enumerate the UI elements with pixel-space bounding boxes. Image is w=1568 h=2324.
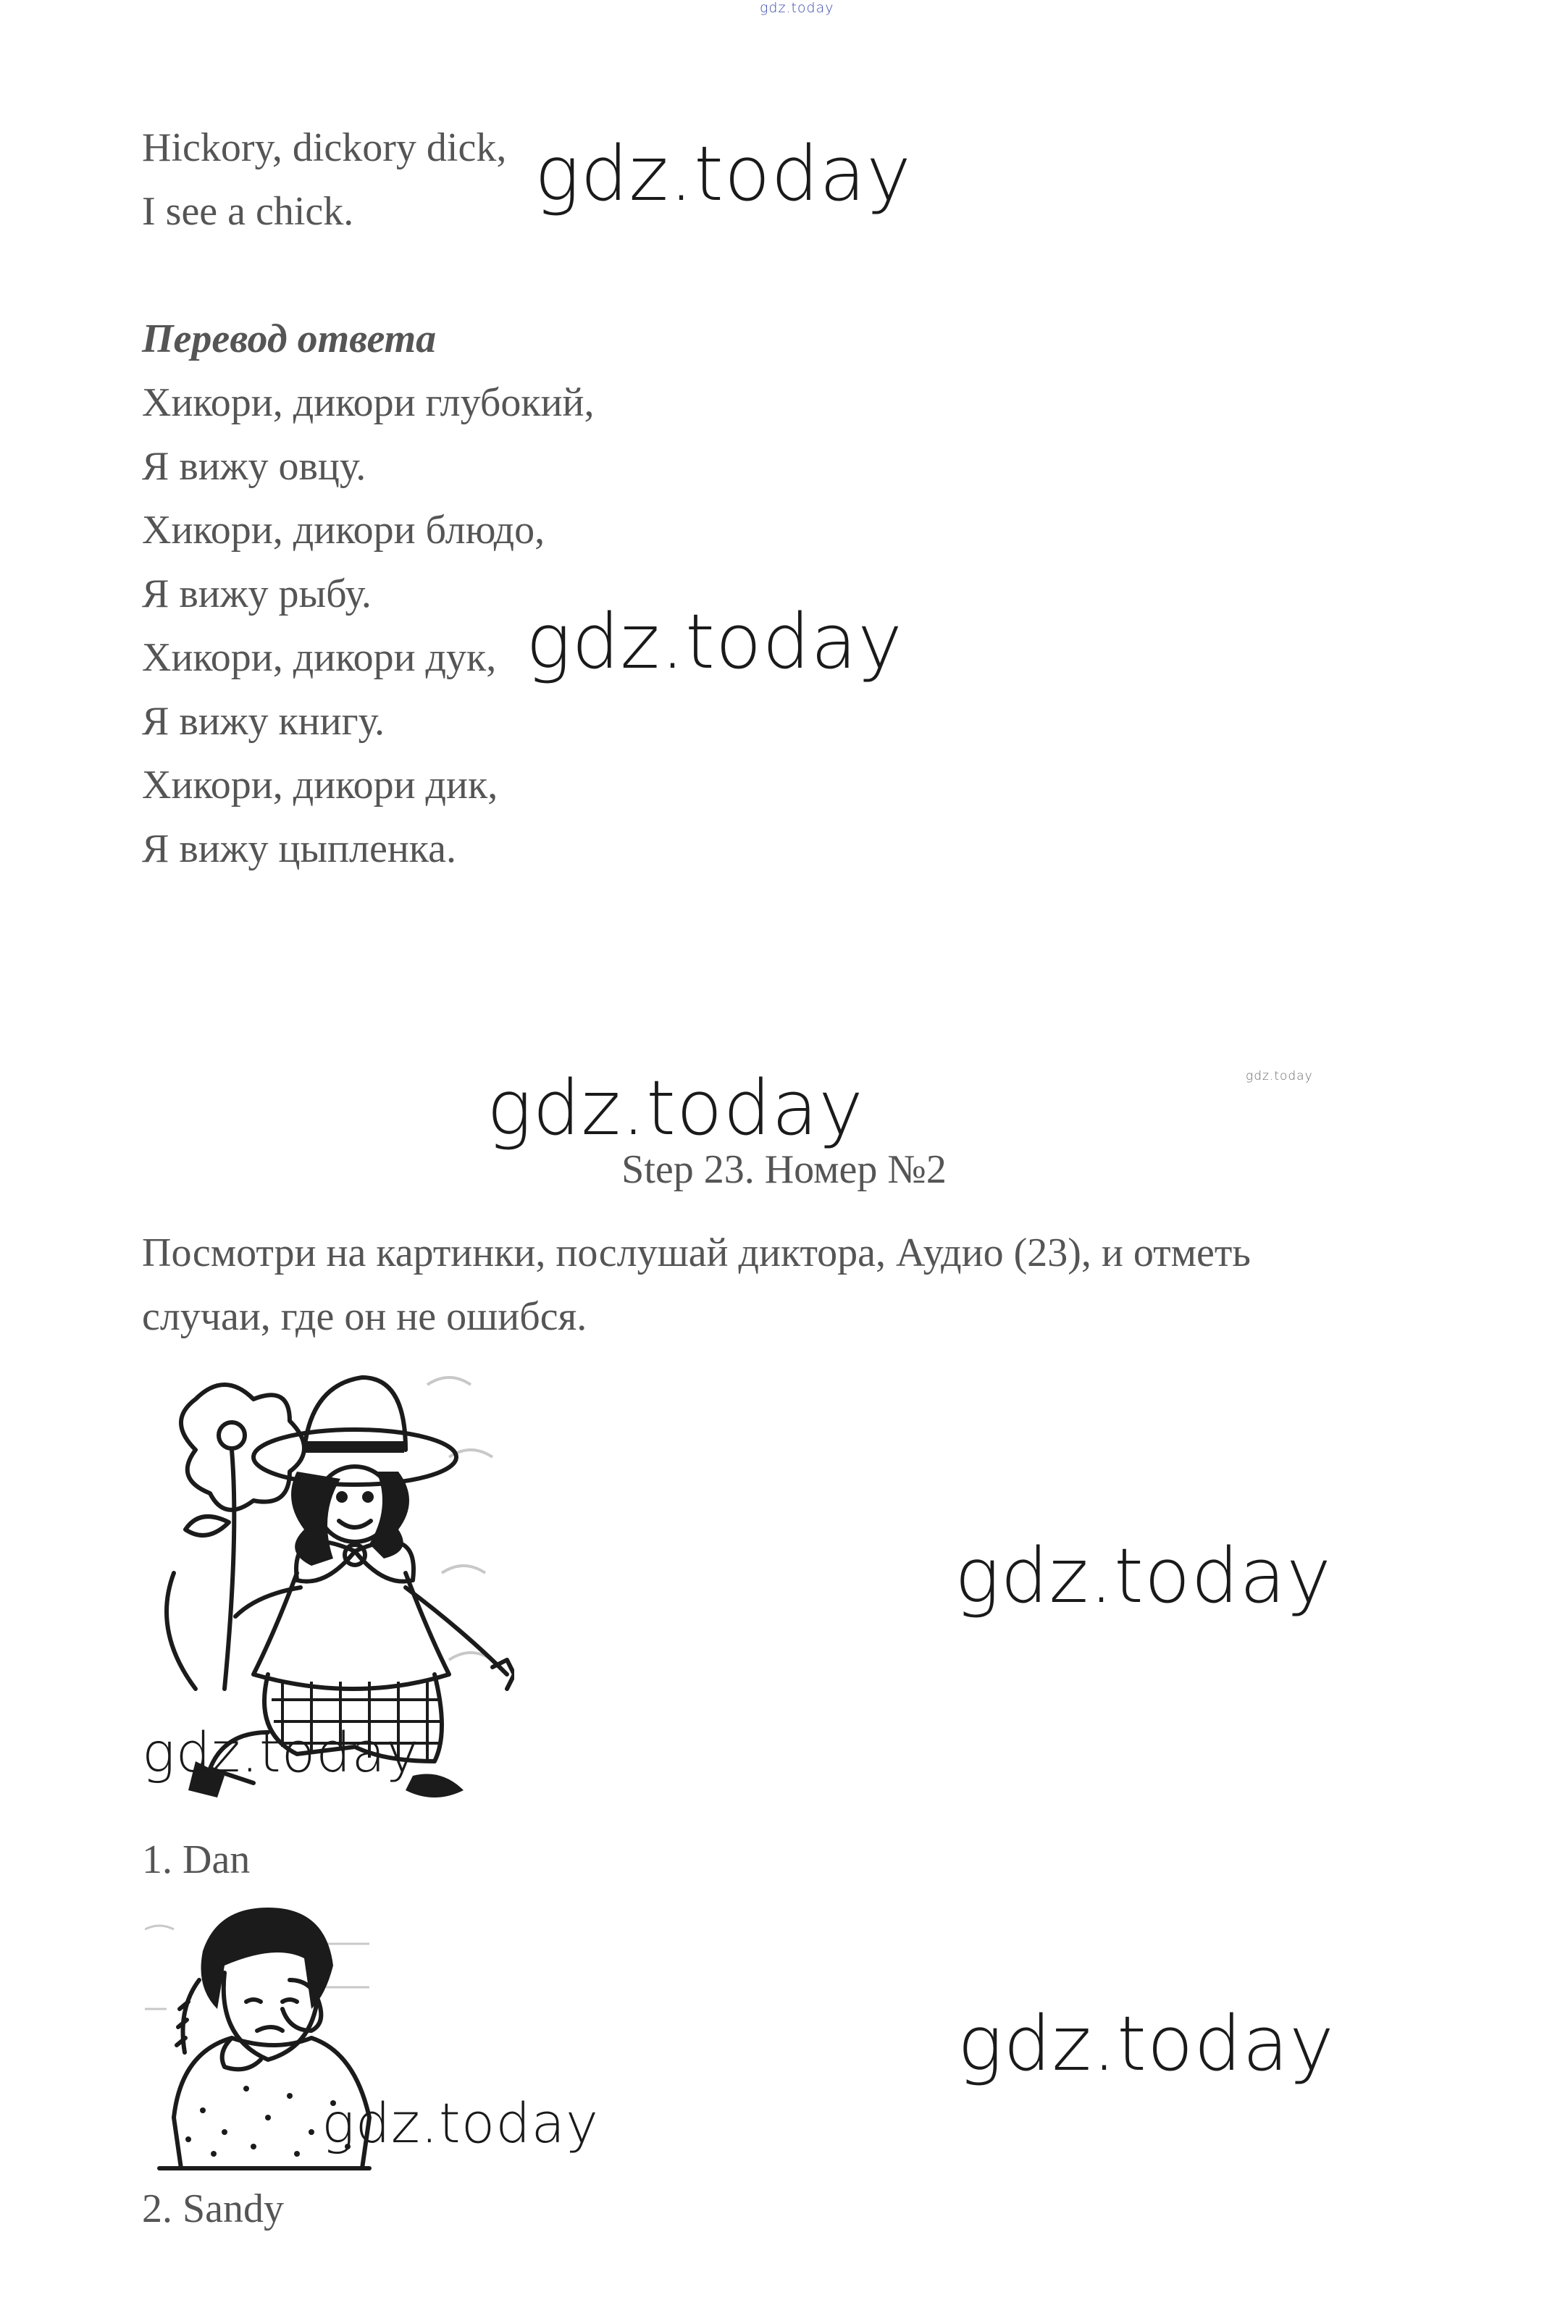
translation-line: Хикори, дикори дук, [142, 635, 497, 680]
watermark: gdz.today [487, 1064, 864, 1152]
translation-line: Хикори, дикори глубокий, [142, 380, 595, 425]
small-watermark: gdz.today [1246, 1069, 1313, 1083]
item-caption: 2. Sandy [142, 2186, 284, 2231]
instruction-line: случаи, где он не ошибся. [142, 1294, 587, 1339]
watermark: gdz.today [142, 1720, 419, 1784]
watermark: gdz.today [957, 2000, 1335, 2088]
watermark: gdz.today [955, 1532, 1332, 1620]
translation-heading: Перевод ответа [142, 316, 437, 361]
poem-line: Hickory, dickory dick, [142, 125, 507, 170]
translation-line: Хикори, дикори дик, [142, 763, 498, 807]
item-caption: 1. Dan [142, 1837, 251, 1882]
translation-line: Я вижу книгу. [142, 699, 385, 744]
translation-line: Я вижу цыпленка. [142, 826, 456, 871]
top-watermark: gdz.today [760, 0, 834, 16]
watermark: gdz.today [322, 2091, 599, 2155]
translation-line: Я вижу овцу. [142, 444, 366, 489]
translation-line: Я вижу рыбу. [142, 571, 372, 616]
watermark: gdz.today [526, 597, 903, 686]
translation-line: Хикори, дикори блюдо, [142, 508, 545, 553]
watermark: gdz.today [534, 130, 912, 218]
exercise-title: Step 23. Номер №2 [621, 1147, 947, 1192]
poem-line: I see a chick. [142, 189, 354, 234]
instruction-line: Посмотри на картинки, послушай диктора, Аудио (23), и отметь [142, 1230, 1251, 1275]
